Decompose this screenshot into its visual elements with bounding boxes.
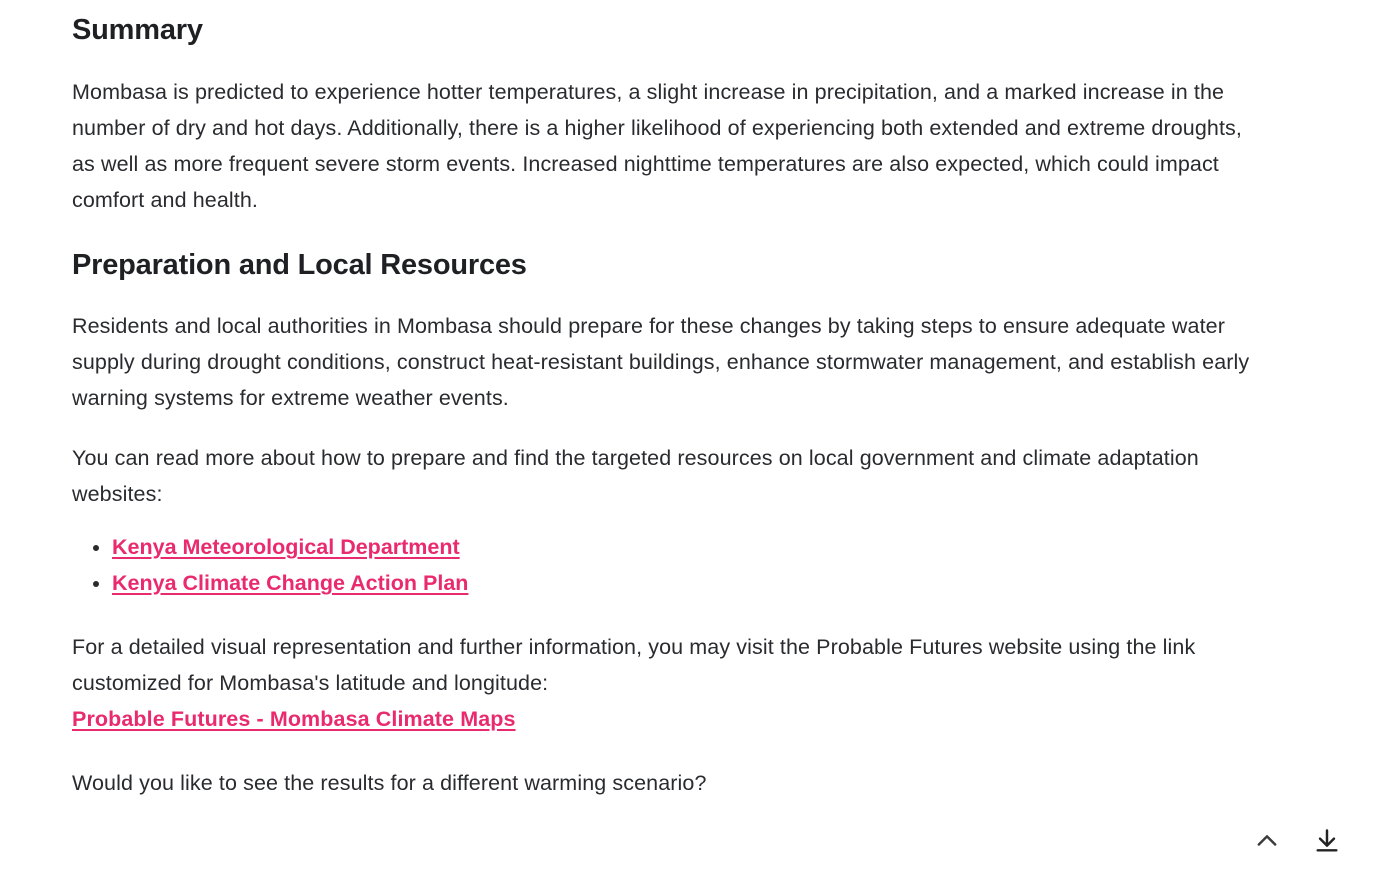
visual-paragraph-text: For a detailed visual representation and further information, you may visit the Probable Futures website using the link customized for Mombasa's latitude and longitude:	[72, 635, 1196, 695]
link-probable-futures-mombasa-climate-maps[interactable]: Probable Futures - Mombasa Climate Maps	[72, 707, 516, 731]
floating-controls	[1250, 824, 1344, 858]
download-icon	[1313, 827, 1341, 855]
list-item	[112, 529, 1290, 565]
resources-intro-paragraph: You can read more about how to prepare and find the targeted resources on local government and climate adaptation websites:	[72, 446, 1199, 506]
link-kenya-climate-change-action-plan[interactable]: Kenya Climate Change Action Plan	[112, 571, 469, 595]
chevron-up-icon	[1253, 827, 1281, 855]
summary-heading: Summary	[72, 14, 203, 46]
download-button[interactable]	[1310, 824, 1344, 858]
preparation-heading: Preparation and Local Resources	[72, 249, 527, 281]
visual-representation-paragraph	[72, 601, 1290, 737]
preparation-paragraph: Residents and local authorities in Mombasa should prepare for these changes by taking steps to ensure adequate water supply during drought conditions, construct heat-resistant buildings, enhance stormwater management, and establish early warning systems for extreme weather events.	[72, 314, 1250, 410]
followup-question: Would you like to see the results for a different warming scenario?	[72, 771, 707, 795]
list-item	[112, 565, 1290, 601]
summary-paragraph: Mombasa is predicted to experience hotter temperatures, a slight increase in precipitation, and a marked increase in the number of dry and hot days. Additionally, there is a higher likelihood of experiencing both extended and extreme droughts, as well as more frequent severe storm events. Increased nighttime temperatures are also expected, which could impact comfort and health.	[72, 80, 1242, 212]
resource-link-list	[72, 512, 1290, 601]
link-kenya-meteorological-department[interactable]: Kenya Meteorological Department	[112, 535, 460, 559]
scroll-to-top-button[interactable]	[1250, 824, 1284, 858]
